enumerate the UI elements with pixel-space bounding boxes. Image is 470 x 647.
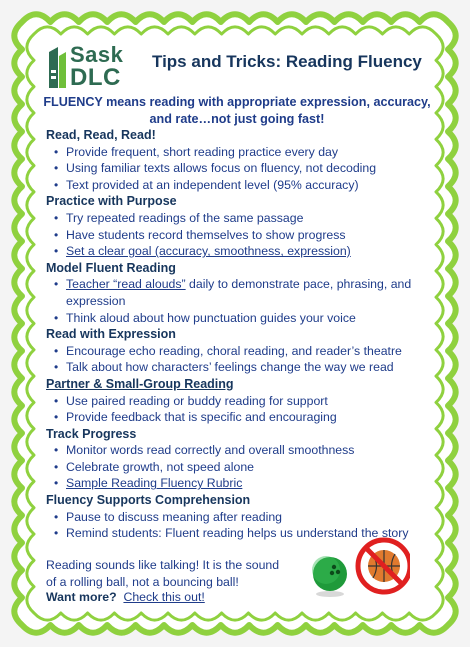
logo-dlc: DLC — [70, 64, 121, 91]
item-text: Encourage echo reading, choral reading, and reader’s theatre — [66, 343, 402, 358]
item-text: Provide feedback that is specific and encouraging — [66, 410, 337, 425]
section-heading[interactable]: Partner & Small-Group Reading — [46, 376, 234, 391]
logo-mark-icon — [46, 46, 68, 90]
closing-line-1: Reading sounds like talking! It is the sound — [46, 558, 280, 572]
check-this-out-link[interactable]: Check this out! — [123, 590, 205, 604]
section-heading: Track Progress — [46, 426, 137, 441]
item-text: Pause to discuss meaning after reading — [66, 509, 283, 524]
list-item — [66, 459, 416, 476]
item-text: Use paired reading or buddy reading for support — [66, 393, 328, 408]
item-text: Remind students: Fluent reading helps us understand the story — [66, 526, 409, 541]
item-text: Try repeated readings of the same passage — [66, 210, 304, 225]
sections-container — [46, 127, 416, 542]
section-heading: Practice with Purpose — [46, 194, 177, 209]
list-item — [66, 509, 416, 526]
section-heading: Read with Expression — [46, 327, 176, 342]
list-item — [66, 227, 416, 244]
list-item — [66, 310, 416, 327]
item-text: Monitor words read correctly and overall smoothness — [66, 443, 355, 458]
item-text: Provide frequent, short reading practice every day — [66, 144, 339, 159]
item-link[interactable]: Set a clear goal (accuracy, smoothness, expression) — [66, 244, 351, 259]
list-item — [66, 177, 416, 194]
list-item — [66, 409, 416, 426]
section-heading: Fluency Supports Comprehension — [46, 493, 251, 508]
balls-illustration — [310, 534, 410, 600]
list-item — [66, 475, 416, 492]
list-item — [66, 393, 416, 410]
no-basketball-icon — [358, 540, 410, 592]
item-link[interactable]: Teacher “read alouds” — [66, 277, 186, 292]
sask-dlc-logo — [46, 44, 130, 92]
item-link[interactable]: Sample Reading Fluency Rubric — [66, 476, 243, 491]
item-text: Think aloud about how punctuation guides your voice — [66, 310, 356, 325]
list-item — [66, 359, 416, 376]
section-heading: Model Fluent Reading — [46, 260, 176, 275]
closing-text — [46, 557, 279, 590]
item-text: Using familiar texts allows focus on fluency, not decoding — [66, 161, 377, 176]
section-list — [46, 144, 416, 194]
list-item — [66, 442, 416, 459]
item-text: daily to demonstrate pace, phrasing, and expression — [66, 277, 412, 308]
section-list — [46, 343, 416, 376]
item-text: Talk about how characters’ feelings change the way we read — [66, 360, 394, 375]
section-list — [46, 442, 416, 492]
list-item — [66, 276, 416, 309]
item-text: Celebrate growth, not speed alone — [66, 459, 254, 474]
page-title: Tips and Tricks: Reading Fluency — [152, 52, 422, 71]
section-list — [46, 210, 416, 260]
list-item — [66, 144, 416, 161]
section-list — [46, 276, 416, 326]
item-text: Have students record themselves to show progress — [66, 227, 346, 242]
intro-statement: FLUENCY means reading with appropriate expression, accuracy, and rate…not just going fast! — [43, 95, 431, 126]
list-item — [66, 343, 416, 360]
want-more-label: Want more? — [46, 590, 117, 604]
want-more — [46, 590, 205, 604]
list-item — [66, 160, 416, 177]
bowling-ball-icon — [312, 556, 347, 597]
list-item — [66, 243, 416, 260]
item-text: Text provided at an independent level (95% accuracy) — [66, 177, 359, 192]
section-list — [46, 393, 416, 426]
list-item — [66, 210, 416, 227]
closing-line-2: of a rolling ball, not a bouncing ball! — [46, 574, 239, 589]
section-heading: Read, Read, Read! — [46, 128, 156, 142]
logo-sask: Sask — [70, 42, 124, 67]
